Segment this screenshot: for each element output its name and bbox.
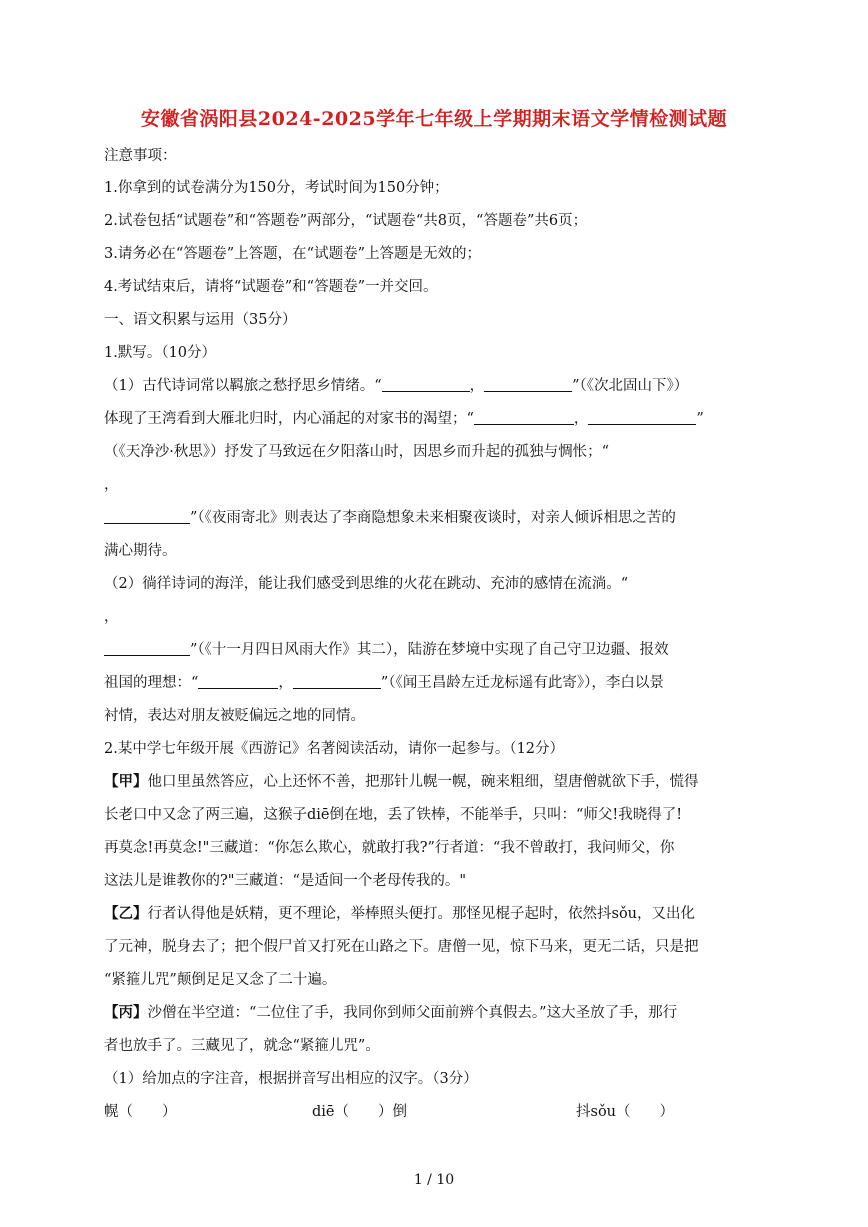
notice-item: 4.考试结束后，请将“试题卷”和“答题卷”一并交回。 <box>104 279 438 295</box>
q1-text: （1）古代诗词常以羁旅之愁抒思乡情绪。“ <box>104 378 382 394</box>
question-heading: 1.默写。（10分） <box>104 345 217 361</box>
answer-blank[interactable] <box>474 410 574 425</box>
q1-line: 衬情，表达对朋友被贬偏远之地的同情。 <box>104 708 365 724</box>
q1-comma: ， <box>104 609 119 625</box>
page-number: 1 / 10 <box>413 1172 455 1188</box>
q1-line: 满心期待。 <box>104 543 177 559</box>
fill-item[interactable]: 幌（ ） <box>104 1104 177 1120</box>
q1-text: 体现了王湾看到大雁北归时，内心涌起的对家书的渴望；“ <box>104 411 474 427</box>
passage-line <box>104 772 764 792</box>
q1-text: ”（《十一月四日风雨大作》其二），陆游在梦境中实现了自己守卫边疆、报效 <box>190 642 669 658</box>
answer-blank[interactable] <box>484 377 572 392</box>
fill-item[interactable]: 抖sǒu（ ） <box>576 1104 675 1120</box>
passage-label: 【乙】 <box>104 905 148 922</box>
answer-blank[interactable] <box>104 641 190 656</box>
passage-line <box>104 1003 764 1023</box>
q1-line <box>104 640 764 660</box>
answer-blank[interactable] <box>198 674 278 689</box>
notice-item: 3.请务必在“答题卷”上答题，在“试题卷”上答题是无效的； <box>104 246 481 262</box>
notice-heading: 注意事项： <box>104 148 177 164</box>
passage-text: 沙僧在半空道：“二位住了手，我同你到师父面前辨个真假去。”这大圣放了手，那行 <box>147 1005 678 1021</box>
fill-item[interactable]: diē（ ）倒 <box>312 1104 408 1120</box>
page-title: 安徽省涡阳县2024-2025学年七年级上学期期末语文学情检测试题 <box>140 108 728 130</box>
q1-text: 祖国的理想：“ <box>104 675 199 691</box>
q1-line: （《天净沙·秋思》）抒发了马致远在夕阳落山时，因思乡而升起的孤独与惆怅；“ <box>104 444 610 460</box>
q1-text: ”（《次北固山下》） <box>572 378 689 394</box>
passage-line: 再莫念!再莫念!"三藏道：“你怎么欺心，就敢打我?”行者道：“我不曾敢打，我问师父，你 <box>104 840 675 856</box>
notice-item: 1.你拿到的试卷满分为150分，考试时间为150分钟； <box>104 180 449 196</box>
passage-line <box>104 904 764 924</box>
passage-label: 【甲】 <box>104 773 148 790</box>
passage-line: 者也放手了。三藏见了，就念“紧箍儿咒”。 <box>104 1038 380 1054</box>
q1-comma: ， <box>104 477 119 493</box>
q1-text: ， <box>278 675 293 691</box>
sub-question: （1）给加点的字注音，根据拼音写出相应的汉字。（3分） <box>104 1071 478 1087</box>
answer-blank[interactable] <box>104 509 190 524</box>
passage-line: “紧箍儿咒”颠倒足足又念了二十遍。 <box>104 972 337 988</box>
answer-blank[interactable] <box>293 674 381 689</box>
answer-blank[interactable] <box>382 377 470 392</box>
q1-text: ”（《闻王昌龄左迁龙标遥有此寄》），李白以景 <box>380 675 664 691</box>
q1-line <box>104 673 764 693</box>
notice-item: 2.试卷包括“试题卷”和“答题卷”两部分，“试题卷“共8页，“答题卷”共6页； <box>104 213 588 229</box>
fill-row <box>104 1102 764 1122</box>
section-heading: 一、语文积累与运用（35分） <box>104 312 297 328</box>
q1-text: ， <box>573 411 589 427</box>
q1-line <box>104 376 764 396</box>
passage-label: 【丙】 <box>104 1004 148 1021</box>
q1-line <box>104 508 764 528</box>
passage-text: 他口里虽然答应，心上还怀不善，把那针儿幌一幌，碗来粗细，望唐僧就欲下手，慌得 <box>147 774 699 790</box>
q1-text: ”（《夜雨寄北》则表达了李商隐想象未来相聚夜谈时，对亲人倾诉相思之苦的 <box>190 510 676 526</box>
passage-line: 这法儿是谁教你的?"三藏道：“是适间一个老母传我的。" <box>104 873 467 889</box>
q1-text: ， <box>469 378 485 394</box>
question-heading: 2.某中学七年级开展《西游记》名著阅读活动，请你一起参与。（12分） <box>104 741 565 757</box>
q1-line <box>104 409 764 429</box>
q1-line: （2）徜徉诗词的海洋，能让我们感受到思维的火花在跳动、充沛的感情在流淌。“ <box>104 576 629 592</box>
passage-text: 行者认得他是妖精，更不理论，举棒照头便打。那怪见棍子起时，依然抖sǒu，又出化 <box>147 906 696 922</box>
passage-line: 了元神，脱身去了；把个假尸首又打死在山路之下。唐僧一见，惊下马来，更无二话，只是把 <box>104 939 699 955</box>
q1-text: ” <box>696 411 704 427</box>
answer-blank[interactable] <box>588 410 696 425</box>
passage-line: 长老口中又念了两三遍，这猴子diē倒在地，丢了铁棒，不能举手，只叫：“师父!我晓得了! <box>104 807 683 823</box>
